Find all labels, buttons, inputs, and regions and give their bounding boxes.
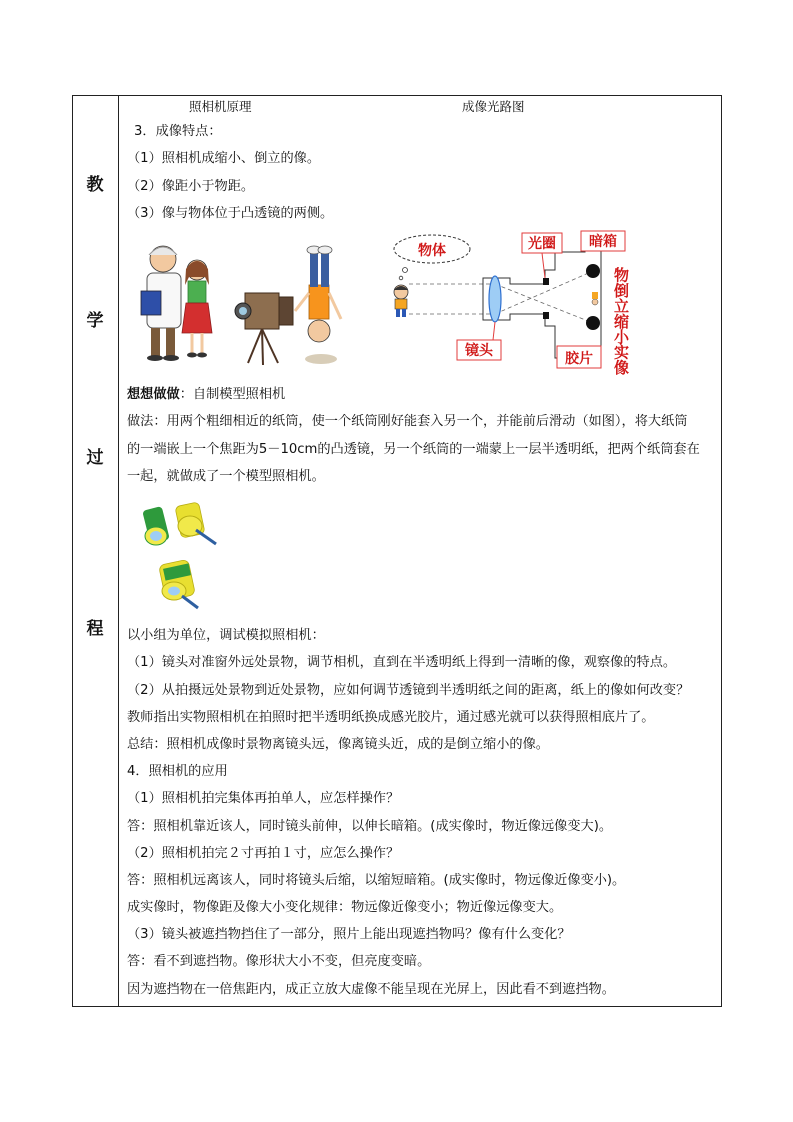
- light-path-diagram: [385, 230, 645, 378]
- text-line-14: 因为遮挡物在一倍焦距内，成正立放大虚像不能呈现在光屏上，因此看不到遮挡物。: [127, 982, 615, 997]
- text-line-4: 教师指出实物照相机在拍照时把半透明纸换成感光胶片，通过感光就可以获得照相底片了。: [127, 710, 655, 725]
- activity-title-suffix: ：自制模型照相机: [179, 387, 286, 402]
- side-label-cheng: 程: [86, 619, 104, 639]
- diagram-image-label: 物倒立缩小实像: [612, 267, 630, 372]
- text-line-1: 以小组为单位，调试模拟照相机：: [127, 628, 325, 643]
- text-line-3: （2）从拍摄远处景物到近处景物，应如何调节透镜到半透明纸之间的距离，纸上的像如何改变？: [127, 683, 690, 698]
- activity-title: 想想做做: [127, 387, 180, 402]
- text-line-9: （2）照相机拍完２寸再拍１寸，应怎么操作？: [127, 846, 400, 861]
- column-divider: [118, 95, 119, 1007]
- text-line-10: 答：照相机远离该人，同时将镜头后缩，以缩短暗箱。(成实像时，物远像近像变小)。: [127, 873, 626, 888]
- paper-tube-illustration: [140, 496, 224, 614]
- side-label-jiao: 教: [86, 175, 104, 195]
- diagram-darkbox-label: 暗箱: [589, 234, 617, 250]
- caption-light-path: 成像光路图: [462, 99, 525, 114]
- side-label-xue: 学: [86, 311, 104, 331]
- text-line-11: 成实像时，物像距及像大小变化规律：物远像近像变小；物近像远像变大。: [127, 900, 563, 915]
- section3-heading: 3．成像特点：: [134, 124, 222, 139]
- text-line-5: 总结：照相机成像时景物离镜头远，像离镜头近，成的是倒立缩小的像。: [127, 737, 549, 752]
- text-line-7: （1）照相机拍完集体再拍单人，应怎样操作？: [127, 791, 400, 806]
- section3-point-2: （2）像距小于物距。: [127, 179, 255, 194]
- text-line-13: 答：看不到遮挡物。像形状大小不变，但亮度变暗。: [127, 954, 431, 969]
- side-label-guo: 过: [86, 448, 104, 468]
- text-line-12: （3）镜头被遮挡物挡住了一部分，照片上能出现遮挡物吗？像有什么变化？: [127, 927, 571, 942]
- camera-principle-illustration: [133, 233, 357, 373]
- section3-point-3: （3）像与物体位于凸透镜的两侧。: [127, 206, 334, 221]
- caption-camera-principle: 照相机原理: [189, 99, 252, 114]
- section3-point-1: （1）照相机成缩小、倒立的像。: [127, 151, 321, 166]
- diagram-object-label: 物体: [418, 243, 446, 259]
- diagram-lens-label: 镜头: [465, 343, 493, 359]
- text-line-6: 4．照相机的应用: [127, 764, 228, 779]
- diagram-film-label: 胶片: [565, 351, 593, 367]
- text-line-2: （1）镜头对准窗外远处景物，调节相机，直到在半透明纸上得到一清晰的像，观察像的特点。: [127, 655, 677, 670]
- method-line-1: 做法：用两个粗细相近的纸筒，使一个纸筒刚好能套入另一个，并能前后滑动（如图），将大纸筒: [127, 414, 688, 429]
- activity-title-row: [127, 386, 285, 404]
- diagram-aperture-label: 光圈: [528, 236, 556, 252]
- method-line-3: 一起，就做成了一个模型照相机。: [127, 469, 325, 484]
- method-line-2: 的一端嵌上一个焦距为5－10cm的凸透镜，另一个纸筒的一端蒙上一层半透明纸，把两个纸筒套在: [127, 442, 700, 457]
- text-line-8: 答：照相机靠近该人，同时镜头前伸，以伸长暗箱。(成实像时，物近像远像变大)。: [127, 819, 613, 834]
